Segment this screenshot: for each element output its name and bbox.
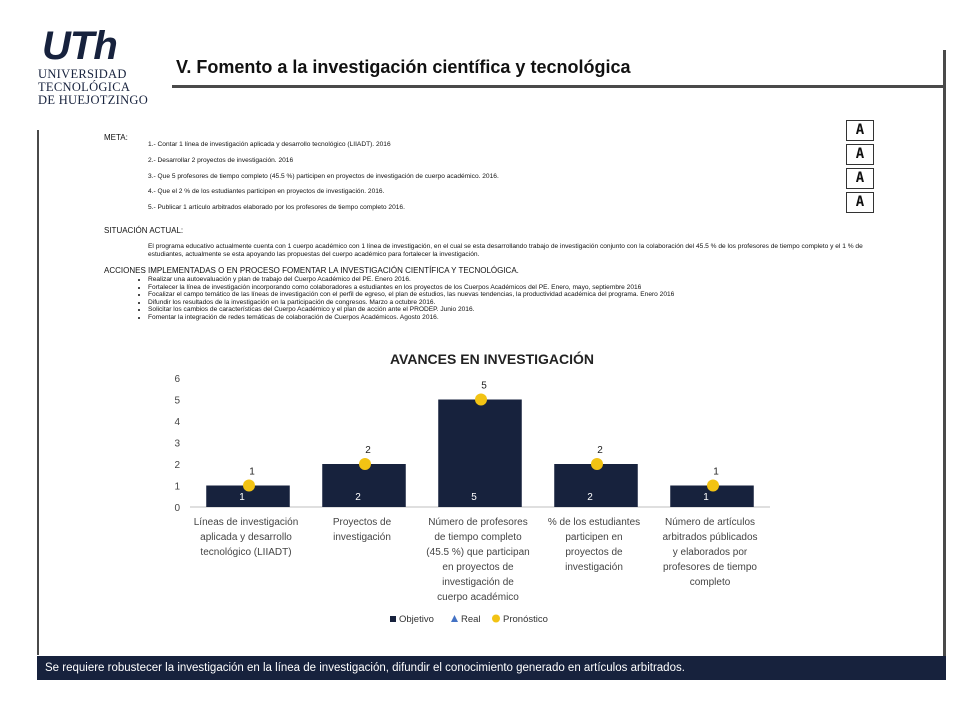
bar-series — [206, 400, 754, 508]
x-category-label-line: de tiempo completo — [434, 532, 522, 543]
logo-line-2: TECNOLÓGICA — [38, 80, 131, 94]
y-tick-label: 1 — [174, 481, 180, 493]
x-category-label-line: participen en — [565, 532, 623, 543]
bar-objetivo — [322, 464, 406, 507]
chart-legend — [390, 614, 548, 625]
x-category-label-line: profesores de tiempo — [663, 562, 757, 573]
title-underline — [172, 85, 945, 88]
bar-objetivo — [554, 464, 638, 507]
y-tick-label: 2 — [174, 460, 180, 471]
point-pronostico — [243, 480, 255, 492]
logo-line-1: UNIVERSIDAD — [38, 67, 127, 81]
legend-pronostico-label: Pronóstico — [503, 614, 548, 625]
x-category-label-line: y elaborados por — [672, 547, 748, 558]
legend-pronostico-swatch — [492, 615, 500, 623]
situacion-text: El programa educativo actualmente cuenta con 1 cuerpo académico con 1 línea de investigación, en el cual se esta desarrollando trabajo de investigación conjunto con la colaboración del 45.5 % de los profesores de tiempo completo y el 1 % de estudiantes, actualmente se esta apoyando las propuestas del cuerpo académico para fortalecer la investigación. — [148, 243, 863, 258]
logo-line-3: DE HUEJOTZINGO — [38, 93, 149, 107]
point-pronostico — [707, 480, 719, 492]
x-category-label — [548, 517, 640, 573]
x-category-label-line: investigación de — [442, 577, 514, 588]
y-tick-label: 5 — [174, 395, 180, 407]
x-category-label-line: investigación — [333, 532, 391, 543]
logo-mark: UTh — [42, 24, 117, 68]
x-category-label — [333, 517, 392, 543]
point-data-label: 2 — [597, 445, 603, 456]
meta-item-3: 3.- Que 5 profesores de tiempo completo (45.5 %) participen en proyectos de investigación de cuerpo académico. 2016. — [148, 173, 499, 180]
acciones-item-5: • Solicitar los cambios de características del Cuerpo Académico y el plan de acción ante el PRODEP. Junio 2016. — [148, 306, 674, 314]
footer-note: Se requiere robustecer la investigación en la línea de investigación, difundir el conocimiento generado en artículos arbitrados. — [37, 656, 946, 680]
y-tick-label: 4 — [174, 417, 180, 428]
bar-data-label: 2 — [355, 492, 361, 503]
acciones-list — [138, 276, 674, 321]
x-category-label-line: aplicada y desarrollo — [200, 532, 292, 543]
x-category-label-line: proyectos de — [565, 547, 623, 558]
meta-item-5: 5.- Publicar 1 artículo arbitrados elaborado por los profesores de tiempo completo 2016. — [148, 204, 405, 211]
meta-item-2: 2.- Desarrollar 2 proyectos de investigación. 2016 — [148, 157, 294, 164]
frame-left-border — [37, 130, 39, 655]
x-category-label-line: tecnológico (LIIADT) — [200, 547, 292, 558]
meta-item-4: 4.- Que el 2 % de los estudiantes participen en proyectos de investigación. 2016. — [148, 188, 385, 195]
x-category-label-line: en proyectos de — [442, 562, 514, 573]
acciones-item-3: • Focalizar el campo temático de las líneas de investigación con el perfil de egreso, el plan de estudios, las nuevas tendencias, la productividad académica del programa. Enero 2016 — [148, 291, 674, 299]
bar-data-label: 2 — [587, 492, 593, 503]
x-category-label-line: completo — [689, 577, 731, 588]
bar-data-label: 1 — [239, 492, 245, 503]
status-stamp-1: A — [846, 120, 874, 141]
x-category-label-line: Número de artículos — [664, 517, 756, 528]
university-logo — [38, 22, 149, 107]
x-category-label-line: Líneas de investigación — [193, 517, 299, 528]
x-category-label-line: arbitrados públicados — [662, 532, 758, 543]
legend-real-label: Real — [461, 614, 481, 625]
meta-label: META: — [104, 133, 128, 142]
x-category-label-line: Proyectos de — [332, 517, 392, 528]
x-axis-labels — [194, 517, 758, 603]
x-category-label-line: (45.5 %) que participan — [426, 547, 530, 558]
y-tick-label: 6 — [174, 374, 180, 385]
point-data-label: 5 — [481, 380, 487, 392]
acciones-item-2: • Fortalecer la línea de investigación incorporando como colaboradores a estudiantes en los proyectos de los Cuerpos Académicos del PE. Enero, mayo, septiembre 2016 — [148, 284, 674, 292]
x-category-label-line: % de los estudiantes — [547, 517, 641, 528]
status-stamp-4: A — [846, 192, 874, 213]
bar-data-label: 5 — [471, 492, 477, 503]
bar-data-label: 1 — [703, 492, 709, 503]
point-pronostico — [591, 458, 603, 470]
y-tick-label: 0 — [174, 503, 180, 514]
status-stamp-2: A — [846, 144, 874, 165]
point-data-label: 1 — [249, 466, 255, 478]
legend-objetivo-swatch — [390, 616, 396, 622]
acciones-item-6: • Fomentar la integración de redes temáticas de colaboración de Cuerpos Académicos. Agosto 2016. — [148, 314, 674, 322]
legend-real-swatch — [451, 615, 458, 622]
point-data-label: 2 — [365, 445, 371, 456]
point-pronostico — [475, 394, 487, 406]
acciones-item-4: • Difundir los resultados de la investigación en la participación de congresos. Marzo a octubre 2016. — [148, 299, 674, 307]
y-tick-label: 3 — [174, 438, 180, 450]
situacion-label: SITUACIÓN ACTUAL: — [104, 226, 184, 235]
x-category-label-line: cuerpo académico — [437, 592, 519, 603]
point-pronostico — [359, 458, 371, 470]
x-category-label-line: Número de profesores — [428, 517, 528, 528]
page-title: V. Fomento a la investigación científica y tecnológica — [176, 57, 631, 77]
bar-objetivo — [438, 400, 522, 508]
acciones-item-1: • Realizar una autoevaluación y plan de trabajo del Cuerpo Académico del PE. Enero 2016. — [148, 276, 674, 284]
x-category-label — [194, 517, 299, 558]
legend-objetivo-label: Objetivo — [399, 614, 434, 625]
x-category-label — [662, 517, 757, 588]
x-category-label — [426, 517, 529, 603]
x-category-label-line: investigación — [565, 562, 623, 573]
status-stamp-3: A — [846, 168, 874, 189]
acciones-label: ACCIONES IMPLEMENTADAS O EN PROCESO FOMENTAR LA INVESTIGACIÓN CIENTÍFICA Y TECNOLÓGICA. — [104, 266, 519, 275]
chart-title: AVANCES EN INVESTIGACIÓN — [389, 351, 595, 367]
point-data-label: 1 — [713, 466, 719, 478]
frame-right-border — [943, 50, 946, 670]
avances-chart — [150, 345, 790, 645]
meta-item-1: 1.- Contar 1 línea de investigación aplicada y desarrollo tecnológico (LIIADT). 2016 — [148, 141, 391, 148]
status-stamps — [846, 120, 874, 216]
